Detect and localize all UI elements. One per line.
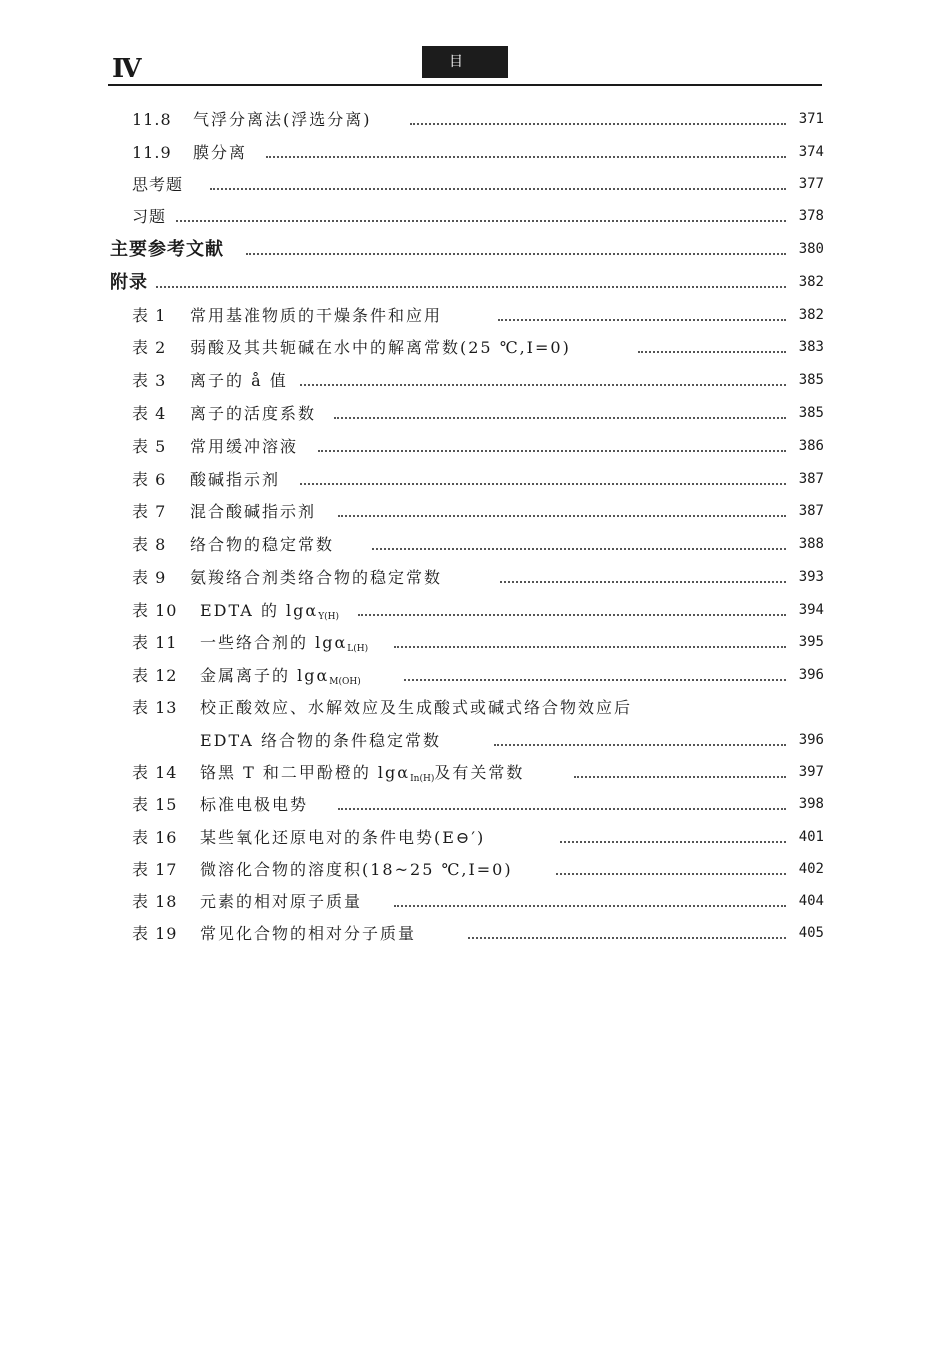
toc-entry-title: 弱酸及其共轭碱在水中的解离常数(25 ℃,I=0) <box>190 338 571 357</box>
toc-entry-label: 表 11 <box>132 633 178 652</box>
toc-entry-label: 附录 <box>110 272 148 293</box>
toc-entry[interactable] <box>0 659 952 692</box>
toc-entry-page: 380 <box>798 241 824 257</box>
toc-entry-title: 微溶化合物的溶度积(18~25 ℃,I=0) <box>200 860 513 879</box>
toc-entry-title: 酸碱指示剂 <box>190 470 281 489</box>
toc-entry-page: 382 <box>798 274 824 290</box>
toc-entry-title: 某些氧化还原电对的条件电势(E⊖′) <box>200 828 486 847</box>
toc-entry-page: 396 <box>798 732 824 748</box>
dot-leader <box>372 548 786 550</box>
toc-entry-page: 393 <box>798 569 824 585</box>
toc-entry-label: 11.9 <box>132 143 172 162</box>
toc-entry-title-text: 一些络合剂的 lgα <box>200 633 348 652</box>
toc-entry[interactable] <box>0 626 952 659</box>
toc-entry-page: 404 <box>798 893 824 909</box>
toc-entry[interactable] <box>0 233 952 266</box>
toc-entry-title: 校正酸效应、水解效应及生成酸式或碱式络合物效应后 <box>200 698 633 717</box>
toc-entry-title: 离子的 å 值 <box>190 371 288 390</box>
toc-entry-label: 表 19 <box>132 924 178 943</box>
dot-leader <box>338 808 786 810</box>
toc-entry-label: 表 16 <box>132 828 178 847</box>
toc-entry-page: 388 <box>798 536 824 552</box>
toc-entry[interactable] <box>0 691 952 724</box>
toc-entry[interactable] <box>0 331 952 364</box>
toc-entry-label: 表 18 <box>132 892 178 911</box>
toc-entry[interactable] <box>0 397 952 430</box>
dot-leader <box>394 646 786 648</box>
toc-entry[interactable] <box>0 561 952 594</box>
toc-entry-page: 395 <box>798 634 824 650</box>
dot-leader <box>404 679 786 681</box>
dot-leader <box>498 319 786 321</box>
toc-entry-page: 405 <box>798 925 824 941</box>
dot-leader <box>358 614 786 616</box>
dot-leader <box>334 417 786 419</box>
toc-entry-title: 气浮分离法(浮选分离) <box>193 110 372 129</box>
toc-entry-label: 表 5 <box>132 437 167 456</box>
toc-entry-page: 397 <box>798 764 824 780</box>
dot-leader <box>300 384 786 386</box>
dot-leader <box>338 515 786 517</box>
dot-leader <box>300 483 786 485</box>
toc-entry-label: 表 4 <box>132 404 167 423</box>
toc-entry-title-text: 铬黑 T 和二甲酚橙的 lgα <box>200 763 411 782</box>
toc-entry-page: 387 <box>798 503 824 519</box>
toc-entry-label: 11.8 <box>132 110 172 129</box>
toc-entry[interactable] <box>0 788 952 821</box>
toc-entry-page: 371 <box>798 111 824 127</box>
toc-entry-label: 表 2 <box>132 338 167 357</box>
toc-entry-page: 383 <box>798 339 824 355</box>
toc-entry-label: 表 8 <box>132 535 167 554</box>
toc-entry-label: 表 10 <box>132 601 178 620</box>
dot-leader <box>210 188 786 190</box>
toc-entry-title-text: EDTA 的 lgα <box>200 601 319 620</box>
toc-entry[interactable] <box>0 853 952 886</box>
dot-leader <box>556 873 786 875</box>
toc-entry[interactable] <box>0 756 952 789</box>
toc-entry-page: 385 <box>798 405 824 421</box>
toc-entry[interactable] <box>0 364 952 397</box>
toc-entry-page: 396 <box>798 667 824 683</box>
dot-leader <box>246 253 786 255</box>
toc-entry-page: 378 <box>798 208 824 224</box>
toc-entry-title: 混合酸碱指示剂 <box>190 502 317 521</box>
toc-entry[interactable] <box>0 463 952 496</box>
toc-entry[interactable] <box>0 594 952 627</box>
toc-entry-page: 387 <box>798 471 824 487</box>
toc-entry[interactable] <box>0 200 952 233</box>
subscript: L(H) <box>347 644 369 654</box>
toc-entry-title: 氨羧络合剂类络合物的稳定常数 <box>190 568 443 587</box>
toc-entry-label: 表 1 <box>132 306 167 325</box>
toc-entry-continuation[interactable] <box>0 724 952 757</box>
toc-entry[interactable] <box>0 136 952 169</box>
toc-entry-page: 398 <box>798 796 824 812</box>
toc-entry-label: 习题 <box>132 207 167 226</box>
toc-entry-label: 思考题 <box>132 175 184 194</box>
toc-entry-title-suffix: 及有关常数 <box>434 763 525 782</box>
page-numeral: Ⅳ <box>112 54 141 83</box>
toc-entry-label: 表 14 <box>132 763 178 782</box>
toc-entry-title-text: 金属离子的 lgα <box>200 666 330 685</box>
subscript: M(OH) <box>329 677 361 687</box>
toc-entry-title: 常用基准物质的干燥条件和应用 <box>190 306 443 325</box>
toc-entry-label: 表 9 <box>132 568 167 587</box>
toc-entry-title: 标准电极电势 <box>200 795 309 814</box>
toc-entry-label: 表 3 <box>132 371 167 390</box>
toc-entry[interactable] <box>0 528 952 561</box>
toc-entry[interactable] <box>0 885 952 918</box>
toc-entry-title: 元素的相对原子质量 <box>200 892 363 911</box>
toc-entry-title: 常见化合物的相对分子质量 <box>200 924 417 943</box>
toc-entry[interactable] <box>0 917 952 950</box>
toc-entry-page: 374 <box>798 144 824 160</box>
subscript: In(H) <box>410 774 435 784</box>
toc-entry-label: 表 6 <box>132 470 167 489</box>
dot-leader <box>574 776 786 778</box>
toc-entry-page: 402 <box>798 861 824 877</box>
dot-leader <box>266 156 786 158</box>
toc-entry-title: 常用缓冲溶液 <box>190 437 299 456</box>
dot-leader <box>156 286 786 288</box>
dot-leader <box>638 351 786 353</box>
toc-entry-page: 385 <box>798 372 824 388</box>
dot-leader <box>176 220 786 222</box>
dot-leader <box>410 123 786 125</box>
dot-leader <box>318 450 786 452</box>
dot-leader <box>494 744 786 746</box>
toc-entry-title: 膜分离 <box>193 143 248 162</box>
dot-leader <box>500 581 786 583</box>
toc-entry-title: 络合物的稳定常数 <box>190 535 335 554</box>
toc-entry-page: 386 <box>798 438 824 454</box>
section-badge: 目 录 <box>422 46 508 78</box>
toc-entry[interactable] <box>0 266 952 299</box>
header-rule <box>108 84 822 86</box>
toc-entry[interactable] <box>0 430 952 463</box>
toc-entry[interactable] <box>0 168 952 201</box>
toc-entry[interactable] <box>0 821 952 854</box>
toc-entry-label: 表 17 <box>132 860 178 879</box>
toc-entry-label: 表 12 <box>132 666 178 685</box>
dot-leader <box>560 841 786 843</box>
toc-entry-label: 表 7 <box>132 502 167 521</box>
toc-entry[interactable] <box>0 299 952 332</box>
subscript: Y(H) <box>318 612 340 622</box>
toc-entry-title: 离子的活度系数 <box>190 404 317 423</box>
toc-entry-page: 377 <box>798 176 824 192</box>
dot-leader <box>394 905 786 907</box>
toc-entry-page: 394 <box>798 602 824 618</box>
toc-entry[interactable] <box>0 495 952 528</box>
toc-entry-title <box>200 626 368 663</box>
toc-entry-label: 表 15 <box>132 795 178 814</box>
toc-entry-label: 表 13 <box>132 698 178 717</box>
toc-entry[interactable] <box>0 103 952 136</box>
toc-entry-page: 401 <box>798 829 824 845</box>
toc-entry-title: EDTA 络合物的条件稳定常数 <box>200 731 441 750</box>
dot-leader <box>468 937 786 939</box>
toc-entry-label: 主要参考文献 <box>110 239 224 260</box>
toc-entry-page: 382 <box>798 307 824 323</box>
